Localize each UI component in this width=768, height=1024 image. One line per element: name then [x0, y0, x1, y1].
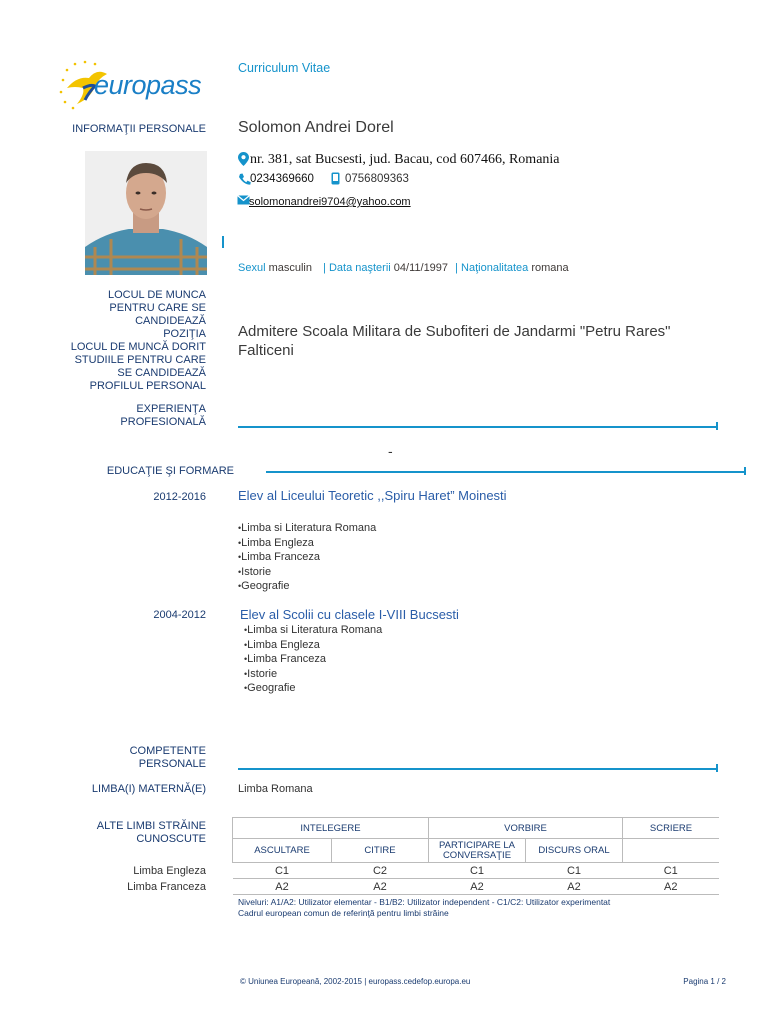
education-period: 2012-2016 — [153, 491, 206, 503]
education-rule — [266, 471, 746, 473]
text-cursor-mark — [222, 236, 224, 248]
nationality-value: romana — [531, 262, 569, 274]
mother-tongue-value: Limba Romana — [238, 783, 313, 795]
sex-value: masculin — [268, 262, 312, 274]
speaking-header: VORBIRE — [429, 818, 623, 839]
experience-rule — [238, 426, 718, 428]
education-title: Elev al Liceului Teoretic ,,Spiru Haret” Moinesti — [238, 488, 507, 503]
reading-header: CITIRE — [332, 839, 429, 863]
framework-note: Cadrul european comun de referinţă pentru limbi străine — [238, 908, 449, 918]
target-label-line: PROFILUL PERSONAL — [89, 380, 206, 392]
target-label-line: CANDIDEAZĂ — [135, 315, 206, 327]
experience-label-line: EXPERIENŢA — [136, 403, 206, 415]
logo-text: europass — [94, 70, 202, 100]
writing-header: SCRIERE — [623, 818, 720, 839]
target-label-line: LOCUL DE MUNCA — [108, 289, 206, 301]
footer-page: Pagina 1 / 2 — [683, 977, 726, 986]
level-cell: C1 — [526, 863, 623, 879]
subject-item: • Geografie — [244, 681, 382, 696]
applicant-name: Solomon Andrei Dorel — [238, 119, 394, 136]
experience-label — [120, 403, 206, 429]
language-name: Limba Franceza — [127, 881, 206, 893]
competences-label — [130, 745, 206, 771]
level-cell: C1 — [233, 863, 332, 879]
personal-info-label: INFORMAŢII PERSONALE — [72, 123, 206, 135]
education-title: Elev al Scolii cu clasele I-VIII Bucsesti — [240, 607, 459, 622]
subject-item: • Limba si Literatura Romana — [244, 623, 382, 638]
interaction-header-line: CONVERSAŢIE — [442, 849, 512, 861]
listening-header: ASCULTARE — [233, 839, 332, 863]
subject-item: • Limba Franceza — [244, 652, 382, 667]
level-cell: A2 — [429, 879, 526, 895]
subject-item: • Limba si Literatura Romana — [238, 521, 376, 536]
language-table — [232, 817, 719, 895]
nationality-label: | Naţionalitatea — [455, 262, 529, 274]
language-name: Limba Engleza — [133, 865, 206, 877]
target-label-line: PENTRU CARE SE — [109, 302, 206, 314]
phone-number[interactable]: 0234369660 — [250, 173, 314, 185]
experience-label-line: PROFESIONALĂ — [120, 416, 206, 428]
subject-item: • Limba Engleza — [244, 638, 382, 653]
understanding-header: INTELEGERE — [233, 818, 429, 839]
subject-item: • Istorie — [244, 667, 382, 682]
education-period: 2004-2012 — [153, 609, 206, 621]
interaction-header — [429, 839, 526, 863]
writing-subheader — [623, 839, 720, 863]
europass-logo — [55, 58, 225, 110]
level-cell: A2 — [623, 879, 720, 895]
address-text: nr. 381, sat Bucsesti, jud. Bacau, cod 607466, Romania — [250, 152, 560, 167]
language-row — [233, 879, 720, 895]
profile-photo — [85, 151, 207, 275]
sex-label: Sexul — [238, 262, 266, 274]
mobile-number[interactable]: 0756809363 — [345, 173, 409, 185]
target-label-line: SE CANDIDEAZĂ — [117, 367, 206, 379]
other-languages-label-line: ALTE LIMBI STRĂINE — [96, 820, 206, 832]
subject-item: • Istorie — [238, 565, 376, 580]
doc-title: Curriculum Vitae — [238, 61, 331, 75]
education-label: EDUCAŢIE ŞI FORMARE — [106, 465, 234, 477]
target-label-line: POZIŢIA — [163, 328, 206, 340]
footer-copyright: © Uniunea Europeană, 2002-2015 | europass.cedefop.europa.eu — [240, 977, 471, 986]
levels-note: Niveluri: A1/A2: Utilizator elementar - B1/B2: Utilizator independent - C1/C2: Utilizator experimentat — [238, 897, 611, 907]
production-header: DISCURS ORAL — [526, 839, 623, 863]
level-cell: A2 — [526, 879, 623, 895]
target-label-line: LOCUL DE MUNCĂ DORIT — [70, 341, 206, 353]
competences-rule — [238, 768, 718, 770]
other-languages-label-line: CUNOSCUTE — [136, 833, 206, 845]
level-cell: C2 — [332, 863, 429, 879]
language-row — [233, 863, 720, 879]
target-label-line: STUDIILE PENTRU CARE — [74, 354, 206, 366]
level-cell: A2 — [332, 879, 429, 895]
competences-label-line: PERSONALE — [138, 758, 206, 770]
level-cell: C1 — [623, 863, 720, 879]
education-subjects — [244, 623, 382, 696]
target-labels — [71, 289, 206, 393]
dob-label: | Data naşterii — [323, 262, 391, 274]
email-link[interactable]: solomonandrei9704@yahoo.com — [249, 196, 411, 208]
level-cell: A2 — [233, 879, 332, 895]
dob-value: 04/11/1997 — [393, 262, 449, 274]
mother-tongue-label: LIMBA(I) MATERNĂ(E) — [91, 783, 206, 795]
photo-graphic — [85, 151, 207, 275]
interaction-header-line: PARTICIPARE LA — [438, 839, 516, 851]
experience-dash: - — [388, 443, 393, 459]
location-pin-icon — [238, 152, 249, 166]
competences-label-line: COMPETENTE — [129, 745, 206, 757]
subject-item: • Limba Engleza — [238, 536, 376, 551]
subject-item: • Limba Franceza — [238, 550, 376, 565]
other-languages-label — [97, 820, 206, 846]
target-value: Admitere Scoala Militara de Subofiteri de Jandarmi "Petru Rares" Falticeni — [238, 323, 671, 359]
level-cell: C1 — [429, 863, 526, 879]
education-subjects — [238, 521, 376, 594]
mobile-phone-icon — [331, 172, 340, 185]
subject-item: • Geografie — [238, 579, 376, 594]
personal-details-row — [238, 262, 569, 274]
